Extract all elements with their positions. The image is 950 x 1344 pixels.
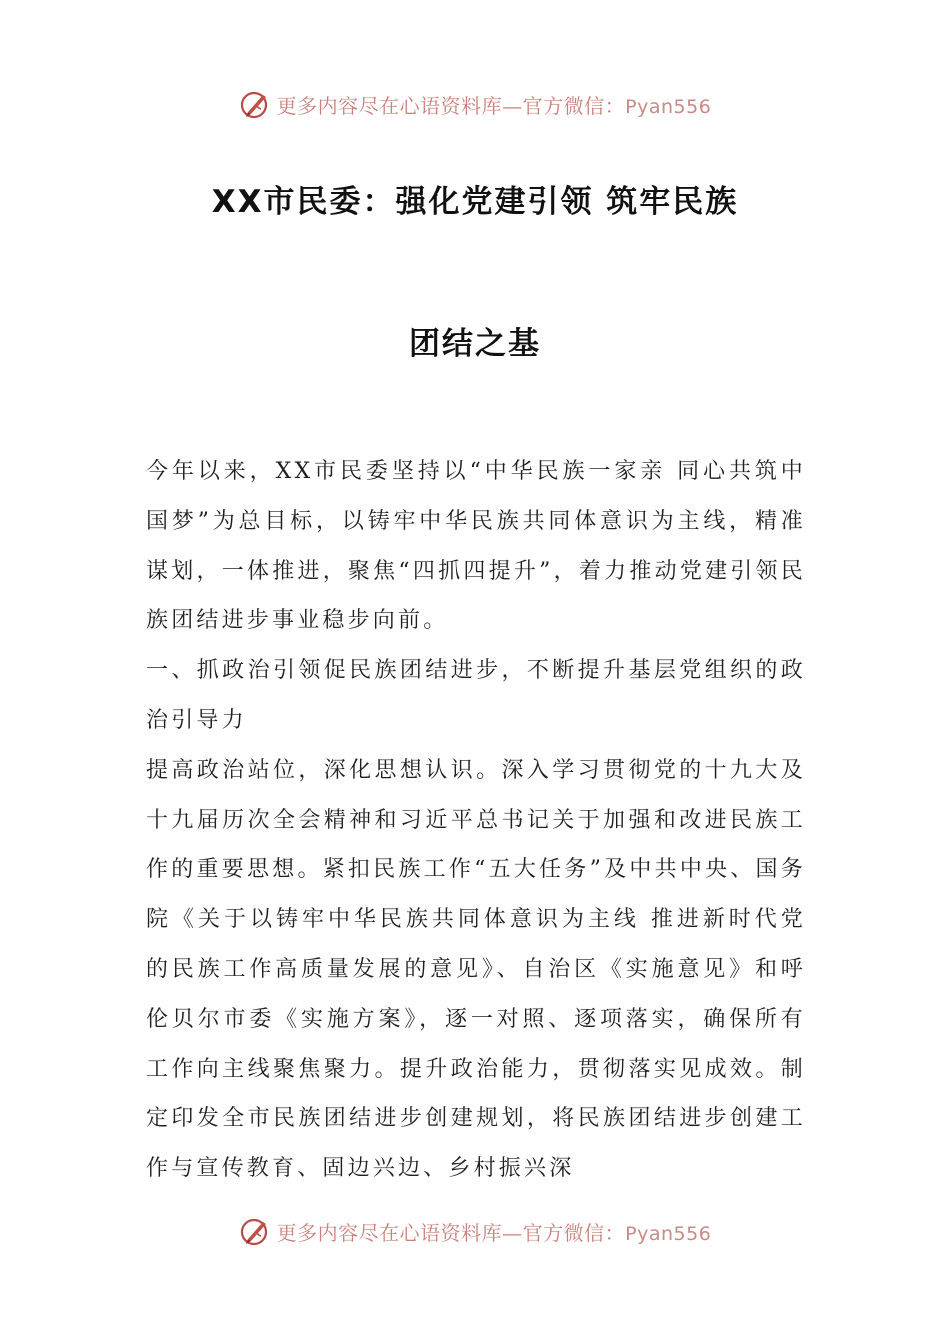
watermark-text: 更多内容尽在心语资料库—官方微信：Pyan556 bbox=[276, 93, 712, 118]
pen-logo-icon bbox=[239, 1214, 273, 1248]
watermark-text: 更多内容尽在心语资料库—官方微信：Pyan556 bbox=[276, 1220, 712, 1245]
wechat-id: Pyan556 bbox=[625, 1222, 712, 1245]
pen-logo-icon bbox=[239, 87, 273, 121]
wechat-id: Pyan556 bbox=[625, 95, 712, 118]
watermark-banner-top bbox=[0, 82, 950, 126]
document-body bbox=[146, 447, 806, 1194]
watermark-banner-bottom bbox=[0, 1209, 950, 1253]
document-title-line-2: 团结之基 bbox=[409, 326, 541, 362]
paragraph-intro: 今年以来，XX市民委坚持以“中华民族一家亲 同心共筑中国梦”为总目标，以铸牢中华民族共同体意识为主线，精准谋划，一体推进，聚焦“四抓四提升”，着力推动党建引领民族团结进步事业稳步向前。 bbox=[146, 459, 806, 634]
document-title-line-1: XX市民委：强化党建引领 筑牢民族 bbox=[211, 184, 739, 220]
section-heading-1: 一、抓政治引领促民族团结进步，不断提升基层党组织的政治引导力 bbox=[146, 658, 806, 733]
paragraph-section-1: 提高政治站位，深化思想认识。深入学习贯彻党的十九大及十九届历次全会精神和习近平总书记关于加强和改进民族工作的重要思想。紧扣民族工作“五大任务”及中共中央、国务院《关于以铸牢中华民族共同体意识为主线 推进新时代党的民族工作高质量发展的意见》、自治区《实施意见》和呼伦贝尔市委《实施方案》，逐一对照、逐项落实，确保所有工作向主线聚焦聚力。提升政治能力，贯彻落实见成效。制定印发全市民族团结进步创建规划，将民族团结进步创建工作与宣传教育、固边兴边、乡村振兴深 bbox=[146, 757, 806, 1182]
